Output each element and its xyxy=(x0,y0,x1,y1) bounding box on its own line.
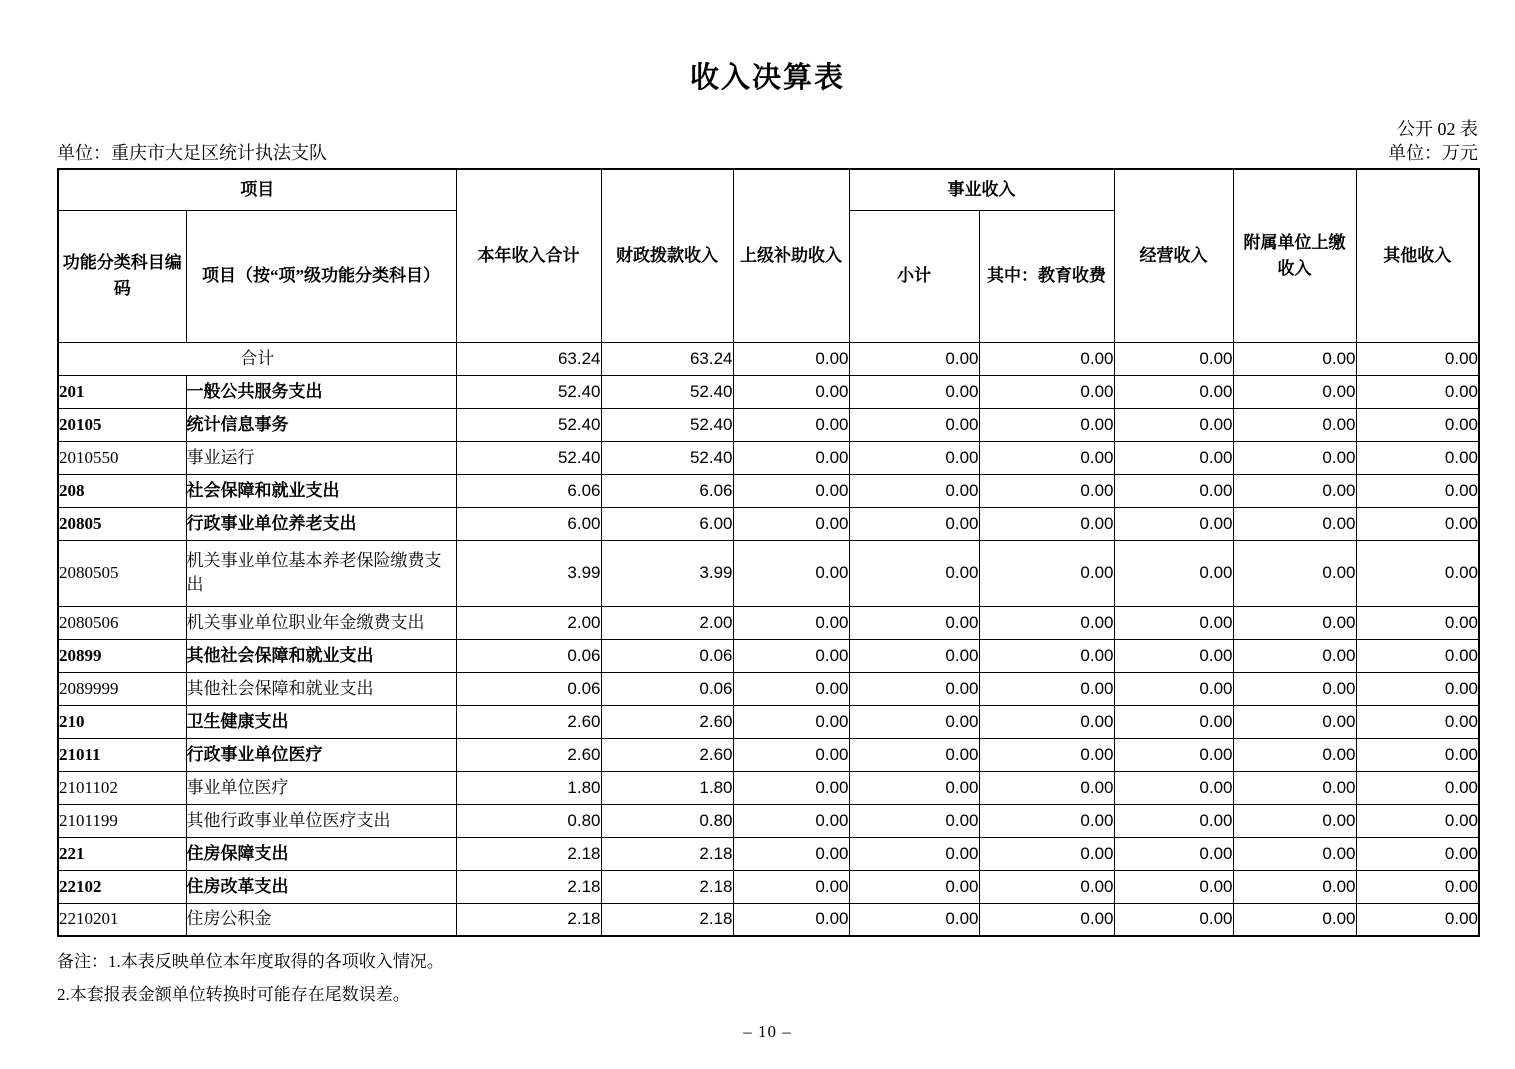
row-value: 52.40 xyxy=(601,441,733,474)
row-value: 0.00 xyxy=(979,738,1114,771)
row-value: 0.00 xyxy=(1356,672,1479,705)
table-row xyxy=(58,738,1479,771)
row-value: 0.00 xyxy=(1114,342,1233,375)
row-value: 0.00 xyxy=(979,837,1114,870)
row-value: 0.00 xyxy=(733,837,849,870)
row-code: 2080506 xyxy=(58,606,186,639)
row-value: 0.80 xyxy=(456,804,601,837)
org-label: 单位：重庆市大足区统计执法支队 xyxy=(57,143,327,163)
row-value: 0.00 xyxy=(1114,540,1233,606)
row-name: 其他行政事业单位医疗支出 xyxy=(186,804,456,837)
table-row xyxy=(58,507,1479,540)
row-code: 2089999 xyxy=(58,672,186,705)
row-value: 0.00 xyxy=(1233,837,1356,870)
row-value: 0.00 xyxy=(849,408,979,441)
row-value: 52.40 xyxy=(456,441,601,474)
row-value: 52.40 xyxy=(456,408,601,441)
row-value: 0.06 xyxy=(456,639,601,672)
row-value: 0.00 xyxy=(1114,870,1233,903)
document-content xyxy=(57,0,1478,1042)
row-value: 0.00 xyxy=(979,408,1114,441)
row-value: 0.00 xyxy=(1356,375,1479,408)
row-value: 0.00 xyxy=(733,639,849,672)
row-name: 行政事业单位养老支出 xyxy=(186,507,456,540)
row-value: 0.00 xyxy=(1356,507,1479,540)
row-name: 一般公共服务支出 xyxy=(186,375,456,408)
row-value: 3.99 xyxy=(601,540,733,606)
note-line-2: 2.本套报表金额单位转换时可能存在尾数误差。 xyxy=(57,985,410,1004)
row-value: 0.00 xyxy=(1114,705,1233,738)
header-business-income-group: 事业收入 xyxy=(849,169,1114,210)
row-value: 0.00 xyxy=(733,408,849,441)
row-value: 2.18 xyxy=(456,837,601,870)
row-value: 52.40 xyxy=(601,375,733,408)
row-code: 2010550 xyxy=(58,441,186,474)
row-value: 2.18 xyxy=(601,870,733,903)
row-value: 0.00 xyxy=(1233,639,1356,672)
row-value: 0.00 xyxy=(733,870,849,903)
page-number: – 10 – xyxy=(743,1022,792,1041)
row-value: 0.00 xyxy=(1233,870,1356,903)
table-row xyxy=(58,474,1479,507)
row-value: 2.60 xyxy=(601,705,733,738)
row-value: 0.00 xyxy=(1114,738,1233,771)
row-value: 0.00 xyxy=(733,540,849,606)
row-name: 机关事业单位职业年金缴费支出 xyxy=(186,606,456,639)
row-value: 0.00 xyxy=(849,375,979,408)
row-value: 0.00 xyxy=(849,540,979,606)
row-value: 0.00 xyxy=(849,804,979,837)
row-name: 住房改革支出 xyxy=(186,870,456,903)
row-value: 0.00 xyxy=(979,540,1114,606)
header-row-1 xyxy=(58,169,1479,210)
row-value: 0.00 xyxy=(979,672,1114,705)
row-name: 事业单位医疗 xyxy=(186,771,456,804)
row-code: 2101102 xyxy=(58,771,186,804)
header-project-item: 项目（按“项”级功能分类科目） xyxy=(186,210,456,342)
row-name: 事业运行 xyxy=(186,441,456,474)
row-value: 0.00 xyxy=(1233,342,1356,375)
table-row xyxy=(58,540,1479,606)
row-code: 21011 xyxy=(58,738,186,771)
row-value: 0.00 xyxy=(1114,441,1233,474)
row-value: 0.00 xyxy=(1114,375,1233,408)
row-value: 0.06 xyxy=(601,672,733,705)
row-value: 6.00 xyxy=(456,507,601,540)
row-value: 0.00 xyxy=(1356,903,1479,936)
row-value: 0.00 xyxy=(1114,606,1233,639)
row-value: 0.00 xyxy=(849,507,979,540)
row-value: 0.00 xyxy=(1233,441,1356,474)
row-value: 0.00 xyxy=(849,705,979,738)
row-value: 0.00 xyxy=(1356,804,1479,837)
row-value: 0.00 xyxy=(1233,540,1356,606)
row-value: 0.00 xyxy=(1356,870,1479,903)
note-line-1: 备注：1.本表反映单位本年度取得的各项收入情况。 xyxy=(57,952,444,971)
row-code: 210 xyxy=(58,705,186,738)
row-value: 0.00 xyxy=(979,474,1114,507)
page-title: 收入决算表 xyxy=(689,62,845,94)
table-row xyxy=(58,804,1479,837)
header-superior-subsidy: 上级补助收入 xyxy=(733,169,849,342)
row-value: 0.00 xyxy=(733,507,849,540)
row-name: 机关事业单位基本养老保险缴费支出 xyxy=(186,540,456,606)
header-operating-income: 经营收入 xyxy=(1114,169,1233,342)
table-row xyxy=(58,606,1479,639)
row-code: 20805 xyxy=(58,507,186,540)
row-code: 208 xyxy=(58,474,186,507)
row-value: 0.00 xyxy=(733,375,849,408)
table-row xyxy=(58,705,1479,738)
row-value: 0.00 xyxy=(979,870,1114,903)
row-value: 6.00 xyxy=(601,507,733,540)
row-value: 52.40 xyxy=(456,375,601,408)
header-project-group: 项目 xyxy=(58,169,456,210)
header-total-income: 本年收入合计 xyxy=(456,169,601,342)
row-value: 0.00 xyxy=(733,672,849,705)
row-value: 2.18 xyxy=(601,903,733,936)
row-value: 0.00 xyxy=(1233,606,1356,639)
notes xyxy=(57,945,1478,1011)
row-value: 0.00 xyxy=(979,771,1114,804)
row-value: 0.00 xyxy=(1233,672,1356,705)
header-other-income: 其他收入 xyxy=(1356,169,1479,342)
header-code: 功能分类科目编码 xyxy=(58,210,186,342)
row-value: 0.00 xyxy=(1356,639,1479,672)
row-value: 0.00 xyxy=(979,705,1114,738)
row-value: 0.00 xyxy=(1233,408,1356,441)
row-value: 0.00 xyxy=(1233,375,1356,408)
row-value: 0.00 xyxy=(1233,507,1356,540)
row-value: 0.00 xyxy=(1114,903,1233,936)
row-value: 63.24 xyxy=(456,342,601,375)
table-row xyxy=(58,408,1479,441)
row-value: 0.00 xyxy=(1356,342,1479,375)
row-value: 0.00 xyxy=(733,342,849,375)
row-name: 社会保障和就业支出 xyxy=(186,474,456,507)
row-value: 0.00 xyxy=(849,870,979,903)
row-value: 52.40 xyxy=(601,408,733,441)
row-value: 6.06 xyxy=(456,474,601,507)
table-body xyxy=(58,342,1479,936)
row-name: 卫生健康支出 xyxy=(186,705,456,738)
row-value: 0.00 xyxy=(733,474,849,507)
row-value: 0.00 xyxy=(1114,474,1233,507)
row-value: 0.00 xyxy=(1356,540,1479,606)
table-row xyxy=(58,375,1479,408)
row-value: 2.18 xyxy=(601,837,733,870)
row-value: 0.00 xyxy=(979,507,1114,540)
row-value: 0.00 xyxy=(849,672,979,705)
row-value: 0.00 xyxy=(849,771,979,804)
row-value: 2.60 xyxy=(601,738,733,771)
row-value: 0.00 xyxy=(1114,837,1233,870)
row-code: 20899 xyxy=(58,639,186,672)
row-value: 0.00 xyxy=(979,441,1114,474)
table-row xyxy=(58,870,1479,903)
row-name: 住房保障支出 xyxy=(186,837,456,870)
row-value: 0.06 xyxy=(456,672,601,705)
row-value: 0.00 xyxy=(849,441,979,474)
header-subtotal: 小计 xyxy=(849,210,979,342)
row-value: 63.24 xyxy=(601,342,733,375)
row-value: 3.99 xyxy=(456,540,601,606)
row-value: 0.00 xyxy=(1114,672,1233,705)
row-value: 0.00 xyxy=(1356,738,1479,771)
row-value: 2.18 xyxy=(456,903,601,936)
table-row xyxy=(58,672,1479,705)
row-value: 1.80 xyxy=(601,771,733,804)
row-value: 2.00 xyxy=(456,606,601,639)
row-name: 统计信息事务 xyxy=(186,408,456,441)
row-value: 6.06 xyxy=(601,474,733,507)
row-value: 0.00 xyxy=(1233,474,1356,507)
row-value: 0.00 xyxy=(1233,903,1356,936)
row-value: 0.00 xyxy=(1233,705,1356,738)
row-value: 0.00 xyxy=(849,474,979,507)
header-fiscal-allocation: 财政拨款收入 xyxy=(601,169,733,342)
row-value: 0.00 xyxy=(733,738,849,771)
row-value: 0.00 xyxy=(979,606,1114,639)
row-value: 0.00 xyxy=(1114,771,1233,804)
row-code: 221 xyxy=(58,837,186,870)
row-value: 0.00 xyxy=(1233,771,1356,804)
row-value: 0.00 xyxy=(979,639,1114,672)
row-code: 22102 xyxy=(58,870,186,903)
row-value: 0.00 xyxy=(849,837,979,870)
header-affiliated-income-label: 附属单位上缴收入 xyxy=(1243,232,1346,278)
revenue-table xyxy=(57,168,1480,937)
table-row xyxy=(58,771,1479,804)
row-value: 2.00 xyxy=(601,606,733,639)
row-value: 0.00 xyxy=(1356,837,1479,870)
row-value: 0.00 xyxy=(733,771,849,804)
row-value: 2.60 xyxy=(456,738,601,771)
row-value: 0.80 xyxy=(601,804,733,837)
row-value: 0.00 xyxy=(849,639,979,672)
row-name: 其他社会保障和就业支出 xyxy=(186,672,456,705)
row-value: 0.00 xyxy=(1233,804,1356,837)
row-value: 0.00 xyxy=(1356,606,1479,639)
row-value: 0.00 xyxy=(849,903,979,936)
row-value: 0.00 xyxy=(733,705,849,738)
row-value: 0.06 xyxy=(601,639,733,672)
row-value: 0.00 xyxy=(849,738,979,771)
row-value: 0.00 xyxy=(1356,408,1479,441)
row-value: 0.00 xyxy=(733,441,849,474)
row-code: 2210201 xyxy=(58,903,186,936)
table-row xyxy=(58,441,1479,474)
row-code: 2101199 xyxy=(58,804,186,837)
table-row xyxy=(58,342,1479,375)
row-value: 2.18 xyxy=(456,870,601,903)
row-code: 2080505 xyxy=(58,540,186,606)
row-name: 其他社会保障和就业支出 xyxy=(186,639,456,672)
table-code-label: 公开 02 表 xyxy=(1397,119,1478,139)
row-value: 2.60 xyxy=(456,705,601,738)
row-name: 行政事业单位医疗 xyxy=(186,738,456,771)
row-value: 0.00 xyxy=(733,903,849,936)
row-value: 0.00 xyxy=(1356,771,1479,804)
row-value: 1.80 xyxy=(456,771,601,804)
row-code: 20105 xyxy=(58,408,186,441)
table-row xyxy=(58,837,1479,870)
row-value: 0.00 xyxy=(1114,639,1233,672)
row-value: 0.00 xyxy=(979,342,1114,375)
row-name: 住房公积金 xyxy=(186,903,456,936)
row-value: 0.00 xyxy=(849,606,979,639)
header-education-fee: 其中：教育收费 xyxy=(979,210,1114,342)
row-value: 0.00 xyxy=(1114,408,1233,441)
row-code: 201 xyxy=(58,375,186,408)
row-total-label: 合计 xyxy=(58,342,456,375)
row-value: 0.00 xyxy=(979,804,1114,837)
table-row xyxy=(58,639,1479,672)
table-row xyxy=(58,903,1479,936)
row-value: 0.00 xyxy=(1114,804,1233,837)
row-value: 0.00 xyxy=(1356,705,1479,738)
row-value: 0.00 xyxy=(979,375,1114,408)
row-value: 0.00 xyxy=(1114,507,1233,540)
row-value: 0.00 xyxy=(1233,738,1356,771)
row-value: 0.00 xyxy=(979,903,1114,936)
row-value: 0.00 xyxy=(1356,474,1479,507)
row-value: 0.00 xyxy=(1356,441,1479,474)
meta-row xyxy=(57,141,1478,165)
row-value: 0.00 xyxy=(733,804,849,837)
row-value: 0.00 xyxy=(849,342,979,375)
header-affiliated-income xyxy=(1233,169,1356,342)
unit-label: 单位：万元 xyxy=(1388,143,1478,163)
row-value: 0.00 xyxy=(733,606,849,639)
